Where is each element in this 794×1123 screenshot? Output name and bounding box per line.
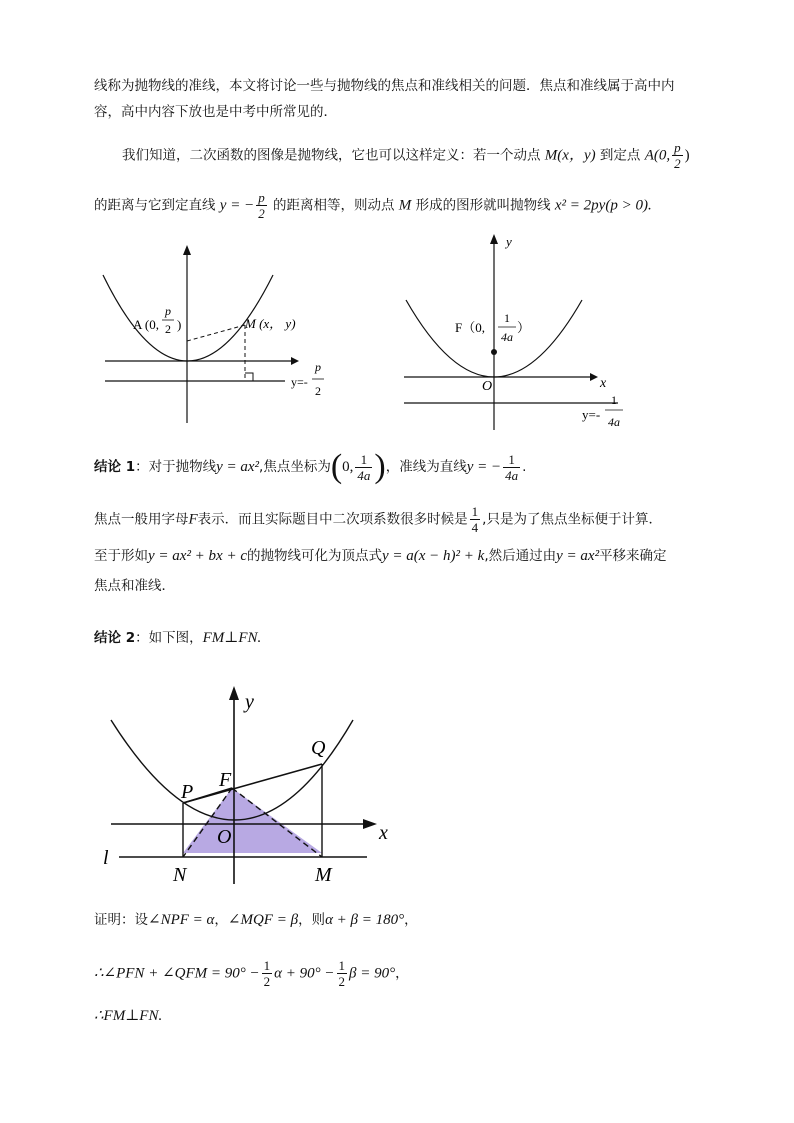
paren-left: ( [330,448,343,485]
conclusion-1-text-c: ，准线为直线 [385,459,467,475]
label-directrix: y=- [291,375,308,389]
conclusion-2-eq: FM⊥FN. [202,630,262,646]
fraction-half-1: $\frac{1}{2}$ [263,958,271,989]
label-M: M (x， y) [245,316,296,331]
note-1-text-c: ,只是为了焦点坐标便于计算． [482,511,662,528]
label-directrix-1: 1 [611,393,617,407]
y-arrow-icon [490,234,498,244]
label-Q: Q [311,737,326,759]
fraction-p-over-2: $\frac{p}{2}$ [674,140,681,171]
label-A-close: ) [177,317,182,332]
conclusion-1-eq: y = ax² [216,459,260,475]
proof-text-b: ，则 [298,912,326,928]
conclusion-1-text-a: ：对于抛物线 [135,459,217,475]
proof-conclusion: ∴FM⊥FN. [94,1008,163,1024]
label-l: l [103,847,109,869]
figure-3-fm-perpendicular-fn [95,680,405,890]
x-arrow-icon [291,357,299,365]
y-arrow-icon [229,686,239,700]
point-M: M [398,197,412,214]
note-2-eq-vertex: y = a(x − h)² + k [382,548,485,564]
label-F-1: 1 [504,311,510,325]
fixed-point-A: A(0, [644,147,671,164]
focus-x: 0, [342,459,354,475]
label-x: x [600,376,607,391]
definition-text-e: 形成的图形就叫抛物线 [415,197,551,214]
note-2-text-c: ,然后通过由 [484,548,557,564]
definition-text-b: 到定点 [599,147,641,164]
moving-point-M: M(x，y) [544,147,596,164]
x-arrow-icon [590,373,598,381]
note-2-text-a: 至于形如 [94,548,148,564]
label-y: y [245,691,254,713]
note-2-eq-general: y = ax² + bx + c [148,548,247,564]
fraction-directrix: $\frac{1}{4a}$ [505,451,519,483]
fraction-half-2: $\frac{1}{2}$ [338,958,345,989]
label-M: M [315,864,332,886]
label-A-p: p [165,304,171,318]
proof-angle-sum: α + β = 180° [325,912,405,928]
conclusion-1-text-b: ,焦点坐标为 [259,459,331,475]
figure-2-focus-directrix [400,232,640,437]
conclusion-2-label: 结论 2 [94,630,136,646]
figure-1-parabola-definition [95,235,335,430]
proof-line-2-b: α + 90° − [274,965,335,982]
label-A: A (0, [133,317,159,332]
conclusion-2 [94,628,261,648]
proof-line-2-a: ∴∠PFN + ∠QFM = 90° − [94,965,260,982]
intro-line-1: 线称为抛物线的准线，本文将讨论一些与抛物线的焦点和准线相关的问题．焦点和准线属于高中内 [94,78,675,94]
conclusion-1-dot: . [522,459,527,475]
note-1-text-a: 焦点一般用字母 [94,511,189,528]
label-directrix-2: 2 [315,384,321,398]
y-arrow-icon [183,245,191,255]
definition-text-c: 的距离与它到定直线 [94,197,216,214]
label-F-close: ） [517,320,531,335]
fraction-1-over-4a: $\frac{1}{4a}$ [357,451,371,483]
proof-angle-beta: ∠MQF = β [227,912,299,928]
proof-line-3 [94,1006,162,1026]
label-F: F [219,769,232,791]
label-O: O [217,826,232,848]
proof-line-2 [94,958,409,989]
conclusion-2-text: ：如下图， [135,630,203,646]
proof-angle-alpha: ∠NPF = α [148,912,215,928]
x-arrow-icon [363,819,377,829]
proof-sep: ， [214,912,228,928]
definition-line-2 [94,190,652,221]
label-P: P [181,781,194,803]
close-paren: ) [684,147,690,164]
definition-line-1 [122,140,690,171]
proof-end-2: ， [395,965,409,982]
note-2-text-d: 平移来确定 [599,548,667,564]
conclusion-1-directrix: y = − [466,459,502,475]
label-F: F（0, [455,320,485,335]
proof-line-1 [94,910,418,930]
right-angle-mark [245,373,253,381]
note-2-line-2: 焦点和准线． [94,578,175,594]
label-origin: O [482,379,493,394]
directrix-eq: y = − [219,197,255,214]
label-directrix-4a: 4a [608,415,620,429]
fraction-1-over-4: $\frac{1}{4}$ [471,504,479,535]
note-1-text-b: 表示．而且实际题目中二次项系数很多时候是 [197,511,468,528]
paren-right: ) [374,448,386,485]
note-1 [94,504,662,535]
proof-text-a: 证明：设 [94,912,148,928]
definition-text-a: 我们知道，二次函数的图像是抛物线，它也可以这样定义：若一个动点 [122,147,541,164]
intro-line-2: 容，高中内容下放也是中考中所常见的． [94,104,337,120]
note-2-text-b: 的抛物线可化为顶点式 [247,548,382,564]
proof-line-2-c: β = 90° [349,965,396,982]
note-2-eq-standard: y = ax² [556,548,600,564]
note-2-line-1 [94,546,667,566]
label-x: x [379,822,388,844]
conclusion-1 [94,450,526,484]
parabola-equation: x² = 2py(p > 0). [554,197,652,214]
focus-point [491,349,497,355]
label-F-4a: 4a [501,330,513,344]
fraction-p-over-2-b: $\frac{p}{2}$ [258,190,265,221]
label-y: y [506,234,512,249]
label-directrix-p: p [315,360,321,374]
label-N: N [173,864,187,886]
label-directrix: y=- [582,407,601,422]
definition-text-d: 的距离相等，则动点 [273,197,395,214]
proof-end-1: ， [404,912,418,928]
note-1-F: F [188,511,198,528]
label-A-2: 2 [165,322,171,336]
conclusion-1-label: 结论 1 [94,459,136,475]
